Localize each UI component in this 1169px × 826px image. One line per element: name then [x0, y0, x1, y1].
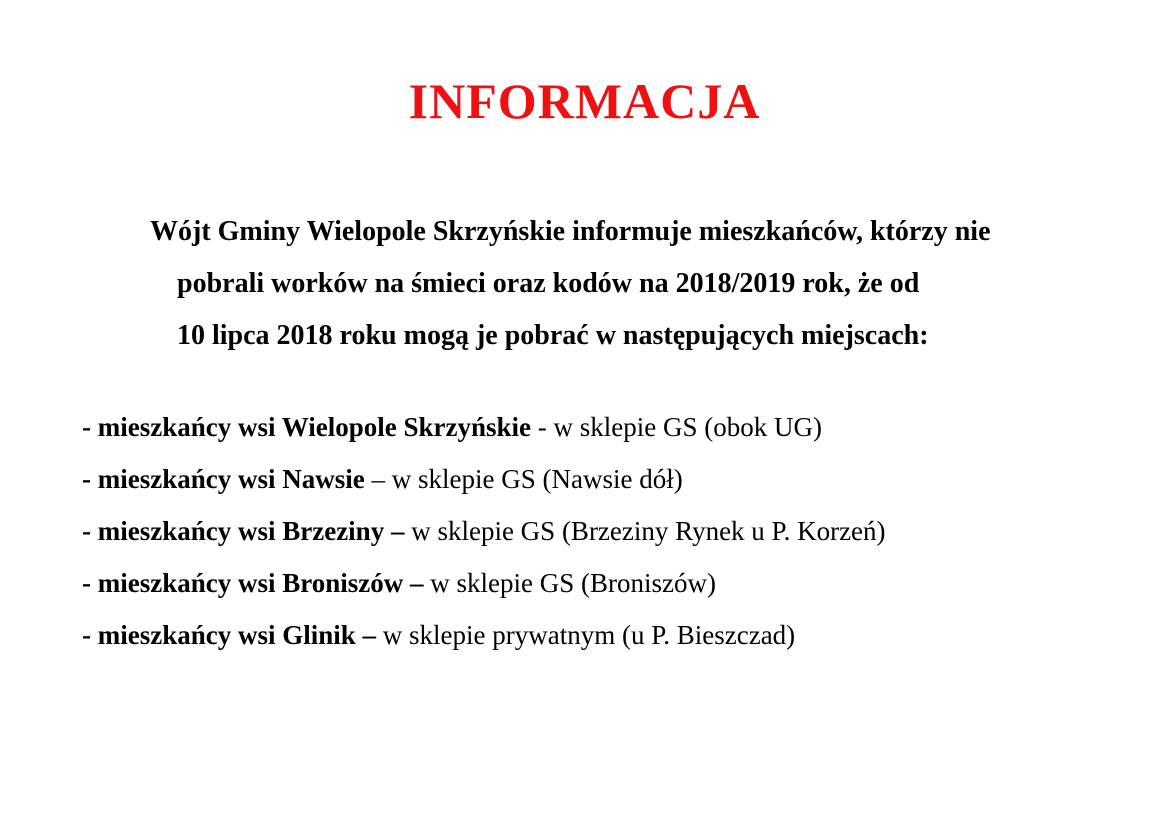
location-place-label: - w sklepie GS (obok UG) — [531, 412, 822, 442]
location-place-label: – w sklepie GS (Nawsie dół) — [364, 464, 683, 494]
intro-line-1: Wójt Gminy Wielopole Skrzyńskie informuje mieszkańców, którzy nie — [150, 216, 991, 247]
location-village-label: - mieszkańcy wsi Wielopole Skrzyńskie — [82, 412, 532, 442]
intro-paragraph — [0, 206, 1169, 362]
location-item-wielopole-skrzynskie — [82, 401, 1142, 453]
location-village-label: - mieszkańcy wsi Glinik – — [82, 620, 377, 650]
location-place-label: w sklepie GS (Broniszów) — [423, 568, 716, 598]
location-item-nawsie — [82, 453, 1142, 505]
intro-line-2: pobrali worków na śmieci oraz kodów na 2018/2019 rok, że od — [177, 268, 920, 299]
location-item-glinik — [82, 609, 1142, 661]
location-item-broniszow — [82, 557, 1142, 609]
location-place-label: w sklepie prywatnym (u P. Bieszczad) — [376, 620, 796, 650]
location-village-label: - mieszkańcy wsi Broniszów – — [82, 568, 424, 598]
page-title: INFORMACJA — [408, 73, 761, 129]
intro-line-3: 10 lipca 2018 roku mogą je pobrać w następujących miejscach: — [177, 320, 929, 351]
location-place-label: w sklepie GS (Brzeziny Rynek u P. Korzeń) — [404, 516, 886, 546]
location-village-label: - mieszkańcy wsi Nawsie — [82, 464, 365, 494]
location-list — [82, 401, 1142, 661]
location-village-label: - mieszkańcy wsi Brzeziny – — [82, 516, 405, 546]
location-item-brzeziny — [82, 505, 1142, 557]
